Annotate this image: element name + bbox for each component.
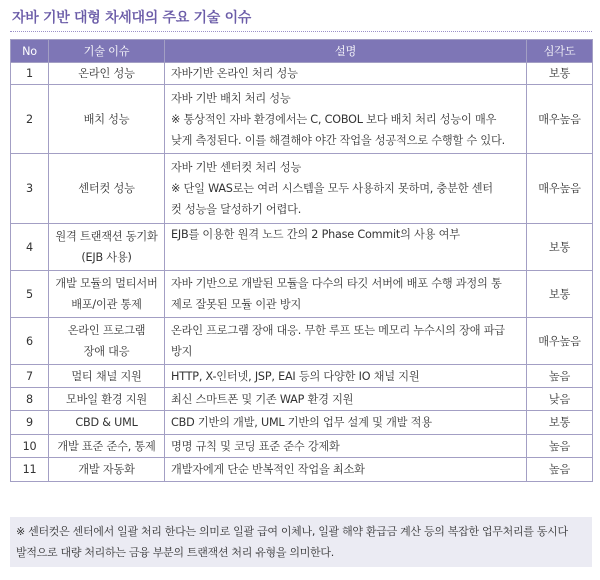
issue-line: (EJB 사용) bbox=[81, 251, 132, 264]
issue-line: 배포/이관 통제 bbox=[71, 298, 142, 311]
issue-line: 개발 모듈의 멀티서버 bbox=[55, 277, 158, 290]
header-issue: 기술 이슈 bbox=[49, 40, 165, 63]
row-severity: 매우높음 bbox=[527, 154, 593, 224]
row-number: 9 bbox=[11, 411, 49, 435]
row-severity: 높음 bbox=[527, 435, 593, 458]
row-number: 11 bbox=[11, 458, 49, 482]
description-line: HTTP, X-인터넷, JSP, EAI 등의 다양한 IO 채널 지원 bbox=[171, 369, 420, 383]
description-line: 개발자에게 단순 반복적인 작업을 최소화 bbox=[171, 463, 365, 476]
row-number: 10 bbox=[11, 435, 49, 458]
row-severity: 보통 bbox=[527, 63, 593, 85]
description-line: 최신 스마트폰 및 기존 WAP 환경 지원 bbox=[171, 392, 354, 406]
row-description bbox=[165, 154, 527, 224]
row-number: 5 bbox=[11, 271, 49, 318]
row-issue: 개발 표준 준수, 통제 bbox=[49, 435, 165, 458]
description-line: CBD 기반의 개발, UML 기반의 업무 설계 및 개발 적용 bbox=[171, 416, 432, 429]
table-row bbox=[11, 63, 593, 85]
row-issue bbox=[49, 224, 165, 271]
table-row bbox=[11, 224, 593, 271]
row-issue: 센터컷 성능 bbox=[49, 154, 165, 224]
table-row bbox=[11, 318, 593, 365]
description-line: ※ 통상적인 자바 환경에서는 C, COBOL 보다 배치 처리 성능이 매우 bbox=[171, 112, 497, 126]
header-no: No bbox=[11, 40, 49, 63]
row-severity: 보통 bbox=[527, 224, 593, 271]
row-description bbox=[165, 85, 527, 154]
footnote-line: 발적으로 대량 처리하는 금융 부분의 트랜잭션 처리 유형을 의미한다. bbox=[16, 546, 334, 559]
table-row bbox=[11, 458, 593, 482]
row-severity: 높음 bbox=[527, 458, 593, 482]
issue-line: 원격 트랜잭션 동기화 bbox=[55, 230, 158, 243]
issue-line: 온라인 프로그램 bbox=[67, 324, 146, 337]
header-description: 설명 bbox=[165, 40, 527, 63]
description-line: 컷 성능을 달성하기 어렵다. bbox=[171, 203, 302, 216]
row-issue: 배치 성능 bbox=[49, 85, 165, 154]
description-line: 제로 잘못된 모듈 이관 방지 bbox=[171, 298, 302, 311]
row-issue bbox=[49, 318, 165, 365]
row-description bbox=[165, 63, 527, 85]
title-divider bbox=[10, 31, 592, 32]
row-description bbox=[165, 388, 527, 411]
footnote-line: ※ 센터컷은 센터에서 일괄 처리 한다는 의미로 일괄 급여 이체나, 일괄 해약 환급금 계산 등의 복잡한 업무처리를 동시다 bbox=[16, 525, 568, 538]
row-description bbox=[165, 318, 527, 365]
row-description bbox=[165, 271, 527, 318]
footnote-box bbox=[10, 517, 592, 567]
table-row bbox=[11, 435, 593, 458]
table-row bbox=[11, 388, 593, 411]
row-number: 6 bbox=[11, 318, 49, 365]
row-description bbox=[165, 365, 527, 388]
row-description bbox=[165, 458, 527, 482]
row-severity: 매우높음 bbox=[527, 318, 593, 365]
row-number: 2 bbox=[11, 85, 49, 154]
row-number: 1 bbox=[11, 63, 49, 85]
description-line: 자바 기반으로 개발된 모듈을 다수의 타깃 서버에 배포 수행 과정의 통 bbox=[171, 277, 502, 290]
description-line: ※ 단일 WAS로는 여러 시스템을 모두 사용하지 못하며, 충분한 센터 bbox=[171, 182, 493, 195]
table-row bbox=[11, 271, 593, 318]
description-line: 명명 규칙 및 코딩 표준 준수 강제화 bbox=[171, 439, 340, 453]
row-severity: 높음 bbox=[527, 365, 593, 388]
table-row bbox=[11, 411, 593, 435]
row-issue: 모바일 환경 지원 bbox=[49, 388, 165, 411]
description-line: 자바 기반 배치 처리 성능 bbox=[171, 91, 291, 105]
row-number: 8 bbox=[11, 388, 49, 411]
row-description bbox=[165, 435, 527, 458]
row-number: 7 bbox=[11, 365, 49, 388]
description-line: 온라인 프로그램 장애 대응. 무한 루프 또는 메모리 누수시의 장애 파급 bbox=[171, 324, 505, 337]
row-description bbox=[165, 411, 527, 435]
table-row bbox=[11, 85, 593, 154]
row-issue: 개발 자동화 bbox=[49, 458, 165, 482]
table-row bbox=[11, 154, 593, 224]
table-header-row bbox=[11, 40, 593, 63]
row-severity: 낮음 bbox=[527, 388, 593, 411]
description-line: 방지 bbox=[171, 345, 193, 358]
row-issue: CBD & UML bbox=[49, 411, 165, 435]
row-description bbox=[165, 224, 527, 271]
header-severity: 심각도 bbox=[527, 40, 593, 63]
row-issue: 온라인 성능 bbox=[49, 63, 165, 85]
issue-line: 장애 대응 bbox=[83, 345, 130, 358]
row-issue bbox=[49, 271, 165, 318]
tech-issues-table bbox=[10, 39, 593, 482]
page-title: 자바 기반 대형 차세대의 주요 기술 이슈 bbox=[12, 10, 252, 26]
table-row bbox=[11, 365, 593, 388]
description-line: 자바 기반 센터컷 처리 성능 bbox=[171, 161, 302, 174]
row-severity: 보통 bbox=[527, 271, 593, 318]
row-number: 3 bbox=[11, 154, 49, 224]
description-line: 낮게 측정된다. 이를 해결해야 야간 작업을 성공적으로 수행할 수 있다. bbox=[171, 133, 505, 147]
description-line: 자바기반 온라인 처리 성능 bbox=[171, 67, 298, 80]
description-line: EJB를 이용한 원격 노드 간의 2 Phase Commit의 사용 여부 bbox=[171, 228, 460, 241]
row-severity: 보통 bbox=[527, 411, 593, 435]
row-severity: 매우높음 bbox=[527, 85, 593, 154]
row-issue: 멀티 채널 지원 bbox=[49, 365, 165, 388]
row-number: 4 bbox=[11, 224, 49, 271]
